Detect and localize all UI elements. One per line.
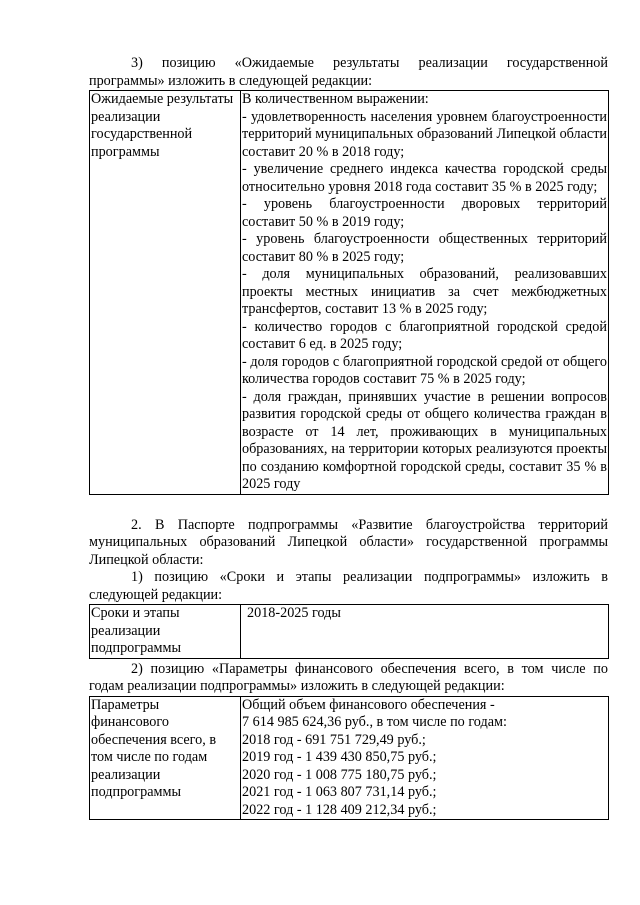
expected-results-table (89, 90, 609, 495)
results-item: - доля граждан, принявших участие в решении вопросов развития городской среды от общего количества граждан в возрасте от 14 лет, проживающих в муниципальных образованиях, на территории которых реализуются проекты по созданию комфортной городской среды, составит 35 % в 2025 году (242, 388, 607, 492)
terms-value-text: 2018-2025 годы (247, 605, 341, 621)
results-item: - доля муниципальных образований, реализовавших проекты местных инициатив за счет межбюджетных трансфертов, составит 13 % в 2025 году; (242, 266, 607, 317)
section3-intro: 3) позицию «Ожидаемые результаты реализации государственной программы» изложить в следующей редакции: (89, 55, 608, 89)
item2-intro: 2) позицию «Параметры финансового обеспечения всего, в том числе по годам реализации подпрограммы» изложить в следующей редакции: (89, 660, 608, 694)
financing-line: 2019 год - 1 439 430 850,75 руб.; (242, 749, 437, 765)
financing-line: 2022 год - 1 128 409 212,34 руб.; (242, 801, 437, 818)
results-item: - уровень благоустроенности дворовых территорий составит 50 % в 2019 году; (242, 196, 607, 230)
financing-label: Параметры финансового обеспечения всего, в том числе по годам реализации подпрограммы (90, 696, 241, 820)
results-item: В количественном выражении: (242, 91, 429, 107)
results-item: - удовлетворенность населения уровнем благоустроенности территорий муниципальных образований Липецкой области составит 20 % в 2018 году; (242, 108, 607, 160)
financing-line: 7 614 985 624,36 руб., в том числе по годам: (242, 714, 507, 730)
item1-intro: 1) позицию «Сроки и этапы реализации подпрограммы» изложить в следующей редакции: (89, 569, 608, 603)
section2-intro: 2. В Паспорте подпрограммы «Развитие благоустройства территорий муниципальных образований Липецкой области» государственной программы Липецкой области: (89, 516, 608, 568)
financing-line: 2018 год - 691 751 729,49 руб.; (242, 731, 426, 748)
results-item: - доля городов с благоприятной городской средой от общего количества городов составит 75 % в 2025 году; (242, 353, 607, 387)
financing-line: 2020 год - 1 008 775 180,75 руб.; (242, 766, 437, 783)
financing-line: 2021 год - 1 063 807 731,14 руб.; (242, 784, 437, 800)
table-row (90, 696, 609, 820)
financing-table (89, 696, 609, 821)
terms-label: Сроки и этапы реализации подпрограммы (90, 605, 241, 659)
document-page (89, 55, 608, 820)
expected-results-label: Ожидаемые результаты реализации государственной программы (90, 91, 241, 495)
table-row (90, 605, 609, 659)
results-item: - увеличение среднего индекса качества городской среды относительно уровня 2018 года составит 35 % в 2025 году; (242, 161, 607, 195)
table-row (90, 91, 609, 495)
financing-content (241, 696, 609, 820)
financing-line: Общий объем финансового обеспечения - (242, 696, 495, 713)
results-item: - уровень благоустроенности общественных территорий составит 80 % в 2025 году; (242, 231, 607, 265)
terms-table (89, 604, 609, 659)
expected-results-content (241, 91, 609, 495)
results-item: - количество городов с благоприятной городской средой составит 6 ед. в 2025 году; (242, 318, 607, 352)
terms-value (241, 605, 609, 659)
